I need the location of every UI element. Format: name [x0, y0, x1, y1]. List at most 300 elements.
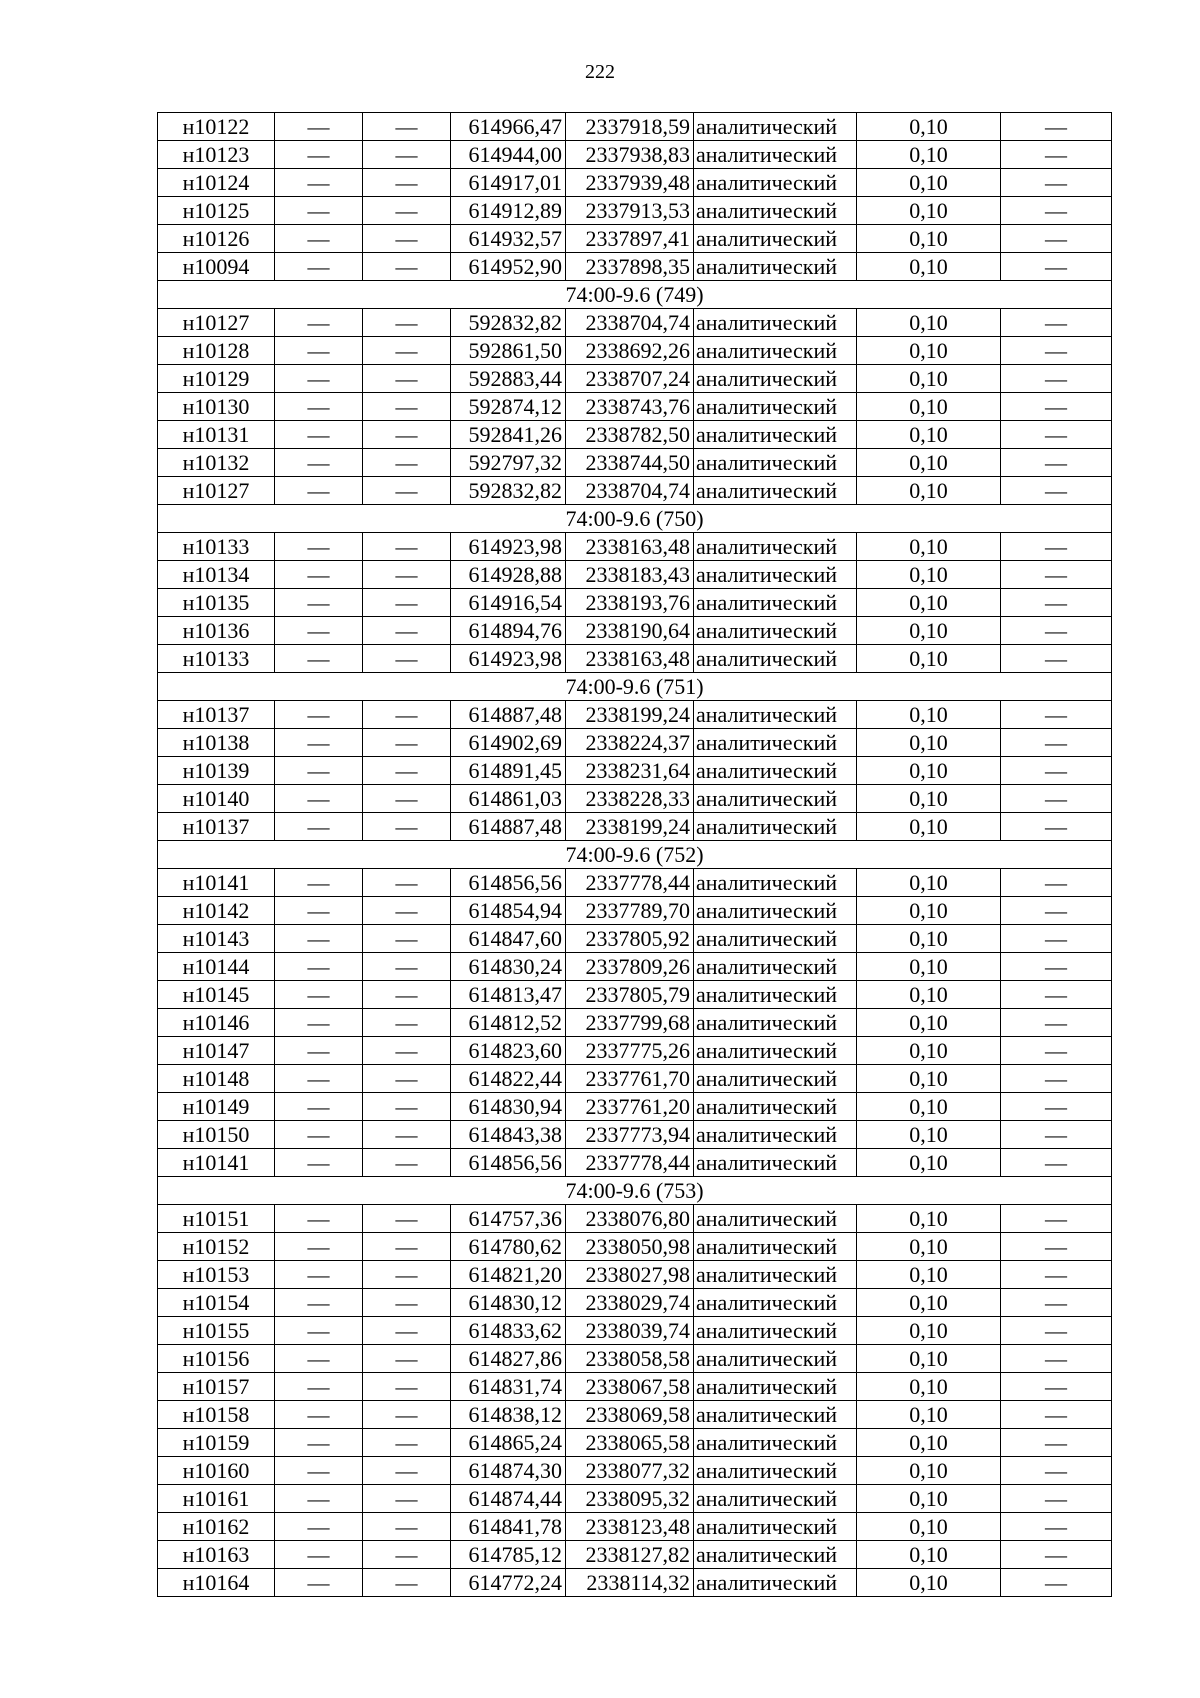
method-cell: аналитический: [694, 1513, 857, 1541]
dash-cell: —: [275, 1569, 363, 1597]
point-number-cell: н10156: [158, 1345, 275, 1373]
method-cell: аналитический: [694, 1261, 857, 1289]
table-row: [158, 1429, 1112, 1457]
accuracy-cell: 0,10: [857, 1541, 1001, 1569]
method-cell: аналитический: [694, 1541, 857, 1569]
table-row: [158, 113, 1112, 141]
x-coordinate-cell: 614821,20: [451, 1261, 566, 1289]
method-cell: аналитический: [694, 1065, 857, 1093]
method-cell: аналитический: [694, 365, 857, 393]
dash-cell: —: [363, 1373, 451, 1401]
dash-cell: —: [363, 813, 451, 841]
dash-cell: —: [363, 1065, 451, 1093]
x-coordinate-cell: 614912,89: [451, 197, 566, 225]
x-coordinate-cell: 614923,98: [451, 533, 566, 561]
point-number-cell: н10142: [158, 897, 275, 925]
x-coordinate-cell: 592883,44: [451, 365, 566, 393]
table-row: [158, 169, 1112, 197]
table-row: [158, 1401, 1112, 1429]
point-number-cell: н10133: [158, 645, 275, 673]
y-coordinate-cell: 2337799,68: [566, 1009, 694, 1037]
y-coordinate-cell: 2338029,74: [566, 1289, 694, 1317]
x-coordinate-cell: 614874,30: [451, 1457, 566, 1485]
point-number-cell: н10123: [158, 141, 275, 169]
table-row: [158, 1261, 1112, 1289]
method-cell: аналитический: [694, 1429, 857, 1457]
point-number-cell: н10148: [158, 1065, 275, 1093]
note-cell: —: [1001, 449, 1112, 477]
x-coordinate-cell: 614854,94: [451, 897, 566, 925]
note-cell: —: [1001, 225, 1112, 253]
method-cell: аналитический: [694, 1373, 857, 1401]
y-coordinate-cell: 2337805,92: [566, 925, 694, 953]
point-number-cell: н10141: [158, 1149, 275, 1177]
accuracy-cell: 0,10: [857, 925, 1001, 953]
note-cell: —: [1001, 701, 1112, 729]
dash-cell: —: [363, 1513, 451, 1541]
dash-cell: —: [363, 561, 451, 589]
coordinates-table: [157, 112, 1112, 1597]
method-cell: аналитический: [694, 1009, 857, 1037]
accuracy-cell: 0,10: [857, 1429, 1001, 1457]
x-coordinate-cell: 614830,24: [451, 953, 566, 981]
dash-cell: —: [363, 365, 451, 393]
point-number-cell: н10154: [158, 1289, 275, 1317]
x-coordinate-cell: 592832,82: [451, 309, 566, 337]
note-cell: —: [1001, 1037, 1112, 1065]
table-row: [158, 617, 1112, 645]
dash-cell: —: [363, 1401, 451, 1429]
table-row: [158, 197, 1112, 225]
point-number-cell: н10127: [158, 309, 275, 337]
point-number-cell: н10132: [158, 449, 275, 477]
method-cell: аналитический: [694, 1457, 857, 1485]
y-coordinate-cell: 2338039,74: [566, 1317, 694, 1345]
accuracy-cell: 0,10: [857, 645, 1001, 673]
dash-cell: —: [363, 1569, 451, 1597]
method-cell: аналитический: [694, 225, 857, 253]
table-row: [158, 757, 1112, 785]
dash-cell: —: [363, 393, 451, 421]
dash-cell: —: [363, 1485, 451, 1513]
method-cell: аналитический: [694, 1485, 857, 1513]
point-number-cell: н10163: [158, 1541, 275, 1569]
accuracy-cell: 0,10: [857, 1513, 1001, 1541]
y-coordinate-cell: 2338077,32: [566, 1457, 694, 1485]
note-cell: —: [1001, 1485, 1112, 1513]
y-coordinate-cell: 2337761,20: [566, 1093, 694, 1121]
point-number-cell: н10125: [158, 197, 275, 225]
method-cell: аналитический: [694, 1233, 857, 1261]
point-number-cell: н10164: [158, 1569, 275, 1597]
table-row: [158, 729, 1112, 757]
x-coordinate-cell: 614865,24: [451, 1429, 566, 1457]
table-row: [158, 1457, 1112, 1485]
note-cell: —: [1001, 1009, 1112, 1037]
note-cell: —: [1001, 925, 1112, 953]
x-coordinate-cell: 614932,57: [451, 225, 566, 253]
table-row: [158, 1569, 1112, 1597]
method-cell: аналитический: [694, 1569, 857, 1597]
dash-cell: —: [275, 869, 363, 897]
method-cell: аналитический: [694, 169, 857, 197]
dash-cell: —: [275, 365, 363, 393]
table-row: [158, 309, 1112, 337]
page-number: 222: [585, 61, 615, 83]
x-coordinate-cell: 614861,03: [451, 785, 566, 813]
accuracy-cell: 0,10: [857, 897, 1001, 925]
y-coordinate-cell: 2338193,76: [566, 589, 694, 617]
dash-cell: —: [275, 1205, 363, 1233]
x-coordinate-cell: 614830,94: [451, 1093, 566, 1121]
note-cell: —: [1001, 1513, 1112, 1541]
table-row: [158, 1289, 1112, 1317]
dash-cell: —: [275, 645, 363, 673]
y-coordinate-cell: 2338027,98: [566, 1261, 694, 1289]
dash-cell: —: [275, 309, 363, 337]
x-coordinate-cell: 614822,44: [451, 1065, 566, 1093]
dash-cell: —: [363, 981, 451, 1009]
point-number-cell: н10128: [158, 337, 275, 365]
x-coordinate-cell: 614772,24: [451, 1569, 566, 1597]
dash-cell: —: [275, 897, 363, 925]
dash-cell: —: [275, 393, 363, 421]
y-coordinate-cell: 2338782,50: [566, 421, 694, 449]
method-cell: аналитический: [694, 113, 857, 141]
note-cell: —: [1001, 869, 1112, 897]
note-cell: —: [1001, 1401, 1112, 1429]
dash-cell: —: [363, 729, 451, 757]
y-coordinate-cell: 2338704,74: [566, 309, 694, 337]
table-row: [158, 1513, 1112, 1541]
note-cell: —: [1001, 1289, 1112, 1317]
y-coordinate-cell: 2338050,98: [566, 1233, 694, 1261]
y-coordinate-cell: 2337939,48: [566, 169, 694, 197]
section-title: 74:00-9.6 (749): [158, 281, 1112, 309]
dash-cell: —: [363, 169, 451, 197]
accuracy-cell: 0,10: [857, 757, 1001, 785]
y-coordinate-cell: 2338743,76: [566, 393, 694, 421]
x-coordinate-cell: 592841,26: [451, 421, 566, 449]
table-row: [158, 1317, 1112, 1345]
x-coordinate-cell: 614894,76: [451, 617, 566, 645]
dash-cell: —: [275, 1401, 363, 1429]
point-number-cell: н10160: [158, 1457, 275, 1485]
table-row: [158, 1345, 1112, 1373]
point-number-cell: н10143: [158, 925, 275, 953]
point-number-cell: н10133: [158, 533, 275, 561]
method-cell: аналитический: [694, 477, 857, 505]
point-number-cell: н10141: [158, 869, 275, 897]
dash-cell: —: [275, 1345, 363, 1373]
note-cell: —: [1001, 981, 1112, 1009]
method-cell: аналитический: [694, 1205, 857, 1233]
accuracy-cell: 0,10: [857, 1457, 1001, 1485]
method-cell: аналитический: [694, 1037, 857, 1065]
dash-cell: —: [275, 1457, 363, 1485]
y-coordinate-cell: 2338224,37: [566, 729, 694, 757]
accuracy-cell: 0,10: [857, 1009, 1001, 1037]
dash-cell: —: [275, 701, 363, 729]
accuracy-cell: 0,10: [857, 1205, 1001, 1233]
table-row: [158, 225, 1112, 253]
note-cell: —: [1001, 1373, 1112, 1401]
x-coordinate-cell: 614944,00: [451, 141, 566, 169]
dash-cell: —: [363, 253, 451, 281]
table-row: [158, 1093, 1112, 1121]
accuracy-cell: 0,10: [857, 1373, 1001, 1401]
point-number-cell: н10162: [158, 1513, 275, 1541]
accuracy-cell: 0,10: [857, 393, 1001, 421]
dash-cell: —: [363, 1261, 451, 1289]
x-coordinate-cell: 592861,50: [451, 337, 566, 365]
y-coordinate-cell: 2338707,24: [566, 365, 694, 393]
section-title: 74:00-9.6 (752): [158, 841, 1112, 869]
dash-cell: —: [275, 169, 363, 197]
accuracy-cell: 0,10: [857, 1289, 1001, 1317]
x-coordinate-cell: 614874,44: [451, 1485, 566, 1513]
accuracy-cell: 0,10: [857, 1037, 1001, 1065]
y-coordinate-cell: 2337778,44: [566, 869, 694, 897]
dash-cell: —: [363, 197, 451, 225]
point-number-cell: н10124: [158, 169, 275, 197]
x-coordinate-cell: 614902,69: [451, 729, 566, 757]
section-title: 74:00-9.6 (753): [158, 1177, 1112, 1205]
y-coordinate-cell: 2338692,26: [566, 337, 694, 365]
point-number-cell: н10122: [158, 113, 275, 141]
dash-cell: —: [363, 225, 451, 253]
dash-cell: —: [363, 925, 451, 953]
table-row: [158, 365, 1112, 393]
method-cell: аналитический: [694, 589, 857, 617]
dash-cell: —: [363, 1429, 451, 1457]
method-cell: аналитический: [694, 533, 857, 561]
method-cell: аналитический: [694, 561, 857, 589]
note-cell: —: [1001, 533, 1112, 561]
note-cell: —: [1001, 1205, 1112, 1233]
dash-cell: —: [363, 785, 451, 813]
table-row: [158, 1485, 1112, 1513]
dash-cell: —: [275, 197, 363, 225]
y-coordinate-cell: 2337918,59: [566, 113, 694, 141]
point-number-cell: н10094: [158, 253, 275, 281]
point-number-cell: н10127: [158, 477, 275, 505]
method-cell: аналитический: [694, 701, 857, 729]
accuracy-cell: 0,10: [857, 1261, 1001, 1289]
method-cell: аналитический: [694, 981, 857, 1009]
dash-cell: —: [363, 141, 451, 169]
dash-cell: —: [363, 337, 451, 365]
section-header-row: [158, 1177, 1112, 1205]
method-cell: аналитический: [694, 1317, 857, 1345]
table-row: [158, 1121, 1112, 1149]
accuracy-cell: 0,10: [857, 169, 1001, 197]
dash-cell: —: [275, 953, 363, 981]
dash-cell: —: [275, 785, 363, 813]
note-cell: —: [1001, 757, 1112, 785]
point-number-cell: н10151: [158, 1205, 275, 1233]
accuracy-cell: 0,10: [857, 561, 1001, 589]
point-number-cell: н10137: [158, 813, 275, 841]
accuracy-cell: 0,10: [857, 1233, 1001, 1261]
dash-cell: —: [363, 953, 451, 981]
x-coordinate-cell: 614823,60: [451, 1037, 566, 1065]
note-cell: —: [1001, 477, 1112, 505]
dash-cell: —: [275, 533, 363, 561]
dash-cell: —: [363, 1233, 451, 1261]
table-row: [158, 1009, 1112, 1037]
dash-cell: —: [275, 729, 363, 757]
accuracy-cell: 0,10: [857, 533, 1001, 561]
table-row: [158, 1037, 1112, 1065]
y-coordinate-cell: 2338114,32: [566, 1569, 694, 1597]
point-number-cell: н10140: [158, 785, 275, 813]
table-row: [158, 869, 1112, 897]
table-body: [158, 113, 1112, 1597]
dash-cell: —: [363, 1093, 451, 1121]
note-cell: —: [1001, 589, 1112, 617]
table-row: [158, 981, 1112, 1009]
method-cell: аналитический: [694, 449, 857, 477]
y-coordinate-cell: 2338228,33: [566, 785, 694, 813]
table-row: [158, 421, 1112, 449]
point-number-cell: н10126: [158, 225, 275, 253]
note-cell: —: [1001, 1121, 1112, 1149]
x-coordinate-cell: 592832,82: [451, 477, 566, 505]
accuracy-cell: 0,10: [857, 869, 1001, 897]
accuracy-cell: 0,10: [857, 1569, 1001, 1597]
x-coordinate-cell: 614923,98: [451, 645, 566, 673]
note-cell: —: [1001, 1261, 1112, 1289]
y-coordinate-cell: 2337897,41: [566, 225, 694, 253]
method-cell: аналитический: [694, 785, 857, 813]
point-number-cell: н10157: [158, 1373, 275, 1401]
accuracy-cell: 0,10: [857, 449, 1001, 477]
x-coordinate-cell: 614827,86: [451, 1345, 566, 1373]
dash-cell: —: [275, 1261, 363, 1289]
point-number-cell: н10150: [158, 1121, 275, 1149]
accuracy-cell: 0,10: [857, 1121, 1001, 1149]
dash-cell: —: [363, 477, 451, 505]
dash-cell: —: [363, 1009, 451, 1037]
dash-cell: —: [275, 589, 363, 617]
section-header-row: [158, 673, 1112, 701]
accuracy-cell: 0,10: [857, 617, 1001, 645]
x-coordinate-cell: 614952,90: [451, 253, 566, 281]
x-coordinate-cell: 614887,48: [451, 701, 566, 729]
table-row: [158, 645, 1112, 673]
note-cell: —: [1001, 645, 1112, 673]
dash-cell: —: [275, 337, 363, 365]
y-coordinate-cell: 2338076,80: [566, 1205, 694, 1233]
accuracy-cell: 0,10: [857, 813, 1001, 841]
dash-cell: —: [363, 869, 451, 897]
dash-cell: —: [275, 141, 363, 169]
note-cell: —: [1001, 1317, 1112, 1345]
method-cell: аналитический: [694, 421, 857, 449]
section-title: 74:00-9.6 (750): [158, 505, 1112, 533]
dash-cell: —: [275, 1429, 363, 1457]
note-cell: —: [1001, 421, 1112, 449]
table-row: [158, 925, 1112, 953]
y-coordinate-cell: 2338163,48: [566, 533, 694, 561]
table-row: [158, 701, 1112, 729]
accuracy-cell: 0,10: [857, 225, 1001, 253]
dash-cell: —: [363, 1345, 451, 1373]
note-cell: —: [1001, 1541, 1112, 1569]
y-coordinate-cell: 2338704,74: [566, 477, 694, 505]
dash-cell: —: [363, 533, 451, 561]
y-coordinate-cell: 2337805,79: [566, 981, 694, 1009]
y-coordinate-cell: 2337938,83: [566, 141, 694, 169]
x-coordinate-cell: 592797,32: [451, 449, 566, 477]
method-cell: аналитический: [694, 1093, 857, 1121]
table-row: [158, 141, 1112, 169]
dash-cell: —: [275, 449, 363, 477]
dash-cell: —: [363, 1121, 451, 1149]
dash-cell: —: [275, 1317, 363, 1345]
point-number-cell: н10130: [158, 393, 275, 421]
method-cell: аналитический: [694, 1121, 857, 1149]
note-cell: —: [1001, 1149, 1112, 1177]
note-cell: —: [1001, 365, 1112, 393]
x-coordinate-cell: 614887,48: [451, 813, 566, 841]
y-coordinate-cell: 2337778,44: [566, 1149, 694, 1177]
dash-cell: —: [363, 1541, 451, 1569]
accuracy-cell: 0,10: [857, 1065, 1001, 1093]
accuracy-cell: 0,10: [857, 113, 1001, 141]
point-number-cell: н10152: [158, 1233, 275, 1261]
dash-cell: —: [363, 645, 451, 673]
dash-cell: —: [275, 1065, 363, 1093]
y-coordinate-cell: 2338058,58: [566, 1345, 694, 1373]
method-cell: аналитический: [694, 253, 857, 281]
x-coordinate-cell: 614830,12: [451, 1289, 566, 1317]
note-cell: —: [1001, 197, 1112, 225]
dash-cell: —: [363, 449, 451, 477]
accuracy-cell: 0,10: [857, 589, 1001, 617]
accuracy-cell: 0,10: [857, 477, 1001, 505]
y-coordinate-cell: 2337913,53: [566, 197, 694, 225]
method-cell: аналитический: [694, 197, 857, 225]
note-cell: —: [1001, 113, 1112, 141]
x-coordinate-cell: 614843,38: [451, 1121, 566, 1149]
x-coordinate-cell: 614757,36: [451, 1205, 566, 1233]
accuracy-cell: 0,10: [857, 309, 1001, 337]
y-coordinate-cell: 2338190,64: [566, 617, 694, 645]
dash-cell: —: [363, 421, 451, 449]
dash-cell: —: [275, 561, 363, 589]
point-number-cell: н10138: [158, 729, 275, 757]
dash-cell: —: [363, 757, 451, 785]
note-cell: —: [1001, 617, 1112, 645]
dash-cell: —: [275, 1513, 363, 1541]
y-coordinate-cell: 2337789,70: [566, 897, 694, 925]
accuracy-cell: 0,10: [857, 785, 1001, 813]
dash-cell: —: [275, 925, 363, 953]
note-cell: —: [1001, 309, 1112, 337]
note-cell: —: [1001, 337, 1112, 365]
note-cell: —: [1001, 1345, 1112, 1373]
x-coordinate-cell: 614856,56: [451, 869, 566, 897]
note-cell: —: [1001, 141, 1112, 169]
dash-cell: —: [363, 589, 451, 617]
y-coordinate-cell: 2338744,50: [566, 449, 694, 477]
dash-cell: —: [363, 1317, 451, 1345]
dash-cell: —: [363, 113, 451, 141]
method-cell: аналитический: [694, 813, 857, 841]
dash-cell: —: [275, 113, 363, 141]
